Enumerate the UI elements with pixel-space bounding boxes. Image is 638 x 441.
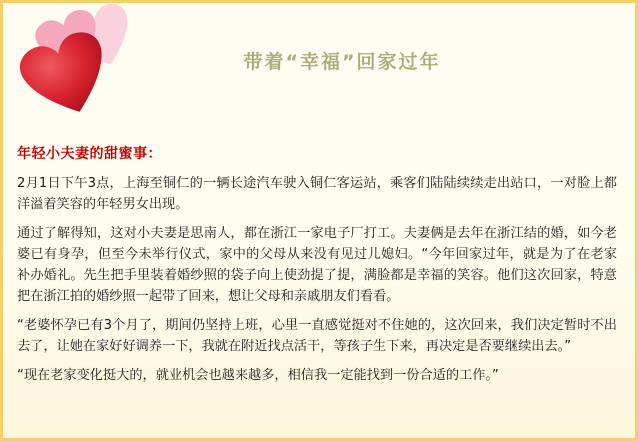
article-paragraph: 通过了解得知，这对小夫妻是思南人，都在浙江一家电子厂打工。夫妻俩是去年在浙江结的婚，如今老婆已有身孕，但至今未举行仪式，家中的父母从来没有见过儿媳妇。“今年回家过年，就是为了在老家补办婚礼。先生把手里装着婚纱照的袋子向上使劲提了提，满脸都是幸福的笑容。他们这次回家，特意把在浙江拍的婚纱照一起带了回来，想让父母和亲戚朋友们看看。	[17, 226, 617, 304]
article-paragraph: “老婆怀孕已有3个月了，期间仍坚持上班，心里一直感觉挺对不住她的，这次回来，我们决定暂时不出去了，让她在家好好调养一下，我就在附近找点活干，等孩子生下来，再决定是否要继续出去。”	[17, 318, 617, 354]
article-paragraph: “现在老家变化挺大的，就业机会也越来越多，相信我一定能找到一份合适的工作。”	[17, 368, 499, 383]
page-title: 带着“幸福”回家过年	[243, 51, 441, 73]
article-body	[17, 143, 617, 394]
article-subheading: 年轻小夫妻的甜蜜事：	[17, 146, 162, 162]
article-paragraph: 2月1日下午3点，上海至铜仁的一辆长途汽车驶入铜仁客运站，乘客们陆陆续续走出站口，一对脸上都洋溢着笑容的年轻男女出现。	[17, 176, 617, 212]
page-background	[3, 3, 635, 438]
title-area	[3, 47, 638, 74]
